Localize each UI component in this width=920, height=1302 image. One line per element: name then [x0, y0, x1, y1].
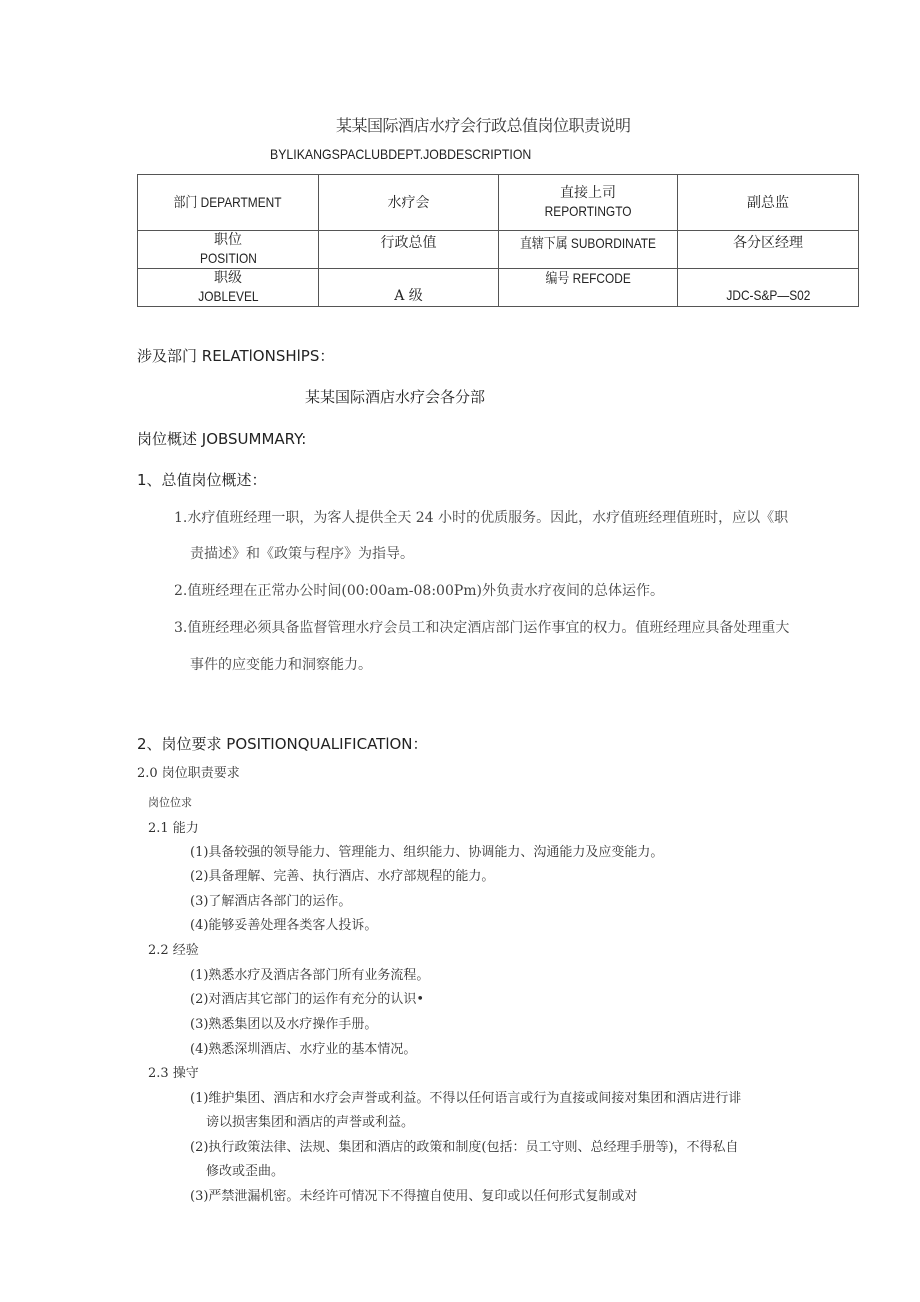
position-value: 行政总值: [319, 231, 499, 269]
list-item: 谤以损害集团和酒店的声誉或利益。: [206, 1115, 415, 1130]
reporting-label-cn: 直接上司: [560, 185, 616, 201]
summary-line: 3.值班经理必须具备监督管理水疗会员工和决定酒店部门运作事宜的权力。值班经理应具备处理重大: [174, 620, 790, 636]
summary-heading: 岗位概述 JOBSUMMARY:: [137, 430, 307, 448]
subordinate-value: 各分区经理: [678, 231, 859, 269]
reporting-label-en: REPORTINGTO: [544, 203, 632, 219]
list-item: 修改或歪曲。: [206, 1164, 285, 1179]
list-item: (3)熟悉集团以及水疗操作手册。: [190, 1017, 378, 1032]
department-value: 水疗会: [319, 175, 499, 231]
list-item: (1)熟悉水疗及酒店各部门所有业务流程。: [190, 968, 430, 983]
reporting-label-cell: [499, 175, 678, 231]
table-row: [138, 231, 859, 269]
subordinate-label-cell: [499, 231, 678, 269]
summary-subheading: 1、总值岗位概述：: [137, 471, 267, 489]
level-label-en: JOBLEVEL: [197, 288, 259, 304]
refcode-label: 编号 REFCODE: [545, 270, 631, 286]
reporting-value: 副总监: [678, 175, 859, 231]
list-item: (2)具备理解、完善、执行酒店、水疗部规程的能力。: [190, 869, 495, 884]
level-value: A 级: [319, 269, 499, 307]
document-title: 某某国际酒店水疗会行政总值岗位职责说明: [336, 116, 631, 135]
job-info-table: [137, 174, 859, 307]
department-label-cell: [138, 175, 319, 231]
level-label-cn: 职级: [214, 270, 242, 286]
list-item: (1)具备较强的领导能力、管理能力、组织能力、协调能力、沟通能力及应变能力。: [190, 845, 664, 860]
section-2-3-heading: 2.3 操守: [148, 1066, 199, 1081]
subordinate-label: 直辖下属 SUBORDINATE: [519, 235, 656, 251]
position-label-cn: 职位: [214, 232, 242, 248]
position-label-en: POSITION: [199, 250, 257, 266]
position-label-cell: [138, 231, 319, 269]
relationships-value: 某某国际酒店水疗会各分部: [305, 388, 486, 406]
section-2-1-heading: 2.1 能力: [148, 821, 199, 836]
level-label-cell: [138, 269, 319, 307]
table-row: [138, 175, 859, 231]
list-item: (4)熟悉深圳酒店、水疗业的基本情况。: [190, 1042, 417, 1057]
refcode-value: JDC-S&P—S02: [726, 287, 810, 303]
summary-line: 1.水疗值班经理一职，为客人提供全天 24 小时的优质服务。因此，水疗值班经理值班时，应以《职: [174, 510, 789, 526]
list-item: (3)了解酒店各部门的运作。: [190, 894, 352, 909]
qualification-subheading: 2.0 岗位职责要求: [137, 766, 240, 781]
relationships-heading: 涉及部门 RELATlONSHlPS：: [137, 347, 335, 365]
document-subtitle: BYLIKANGSPACLUBDEPT.JOBDESCRIPTION: [270, 146, 532, 162]
list-item: (2)对酒店其它部门的运作有充分的认识•: [190, 992, 425, 1007]
refcode-label-cell: [499, 269, 678, 307]
list-item: (4)能够妥善处理各类客人投诉。: [190, 918, 378, 933]
summary-line: 责描述》和《政策与程序》为指导。: [190, 546, 414, 562]
qualification-heading: 2、岗位要求 POSITIONQUALIFICATlON：: [137, 735, 428, 753]
list-item: (1)维护集团、酒店和水疗会声誉或利益。不得以任何语言或行为直接或间接对集团和酒店进行诽: [190, 1091, 742, 1106]
section-2-2-heading: 2.2 经验: [148, 943, 199, 958]
department-label: 部门 DEPARTMENT: [173, 194, 282, 210]
refcode-value-cell: [678, 269, 859, 307]
summary-line: 事件的应变能力和洞察能力。: [190, 657, 372, 673]
list-item: (3)严禁泄漏机密。未经许可情况下不得擅自使用、复印或以任何形式复制或对: [190, 1189, 638, 1204]
summary-line: 2.值班经理在正常办公时间(00:00am-08:00Pm)外负责水疗夜间的总体运作。: [174, 583, 665, 599]
qualification-label: 岗位位求: [148, 796, 192, 809]
list-item: (2)执行政策法律、法规、集团和酒店的政策和制度(包括：员工守则、总经理手册等)，不得私自: [190, 1140, 739, 1155]
table-row: [138, 269, 859, 307]
